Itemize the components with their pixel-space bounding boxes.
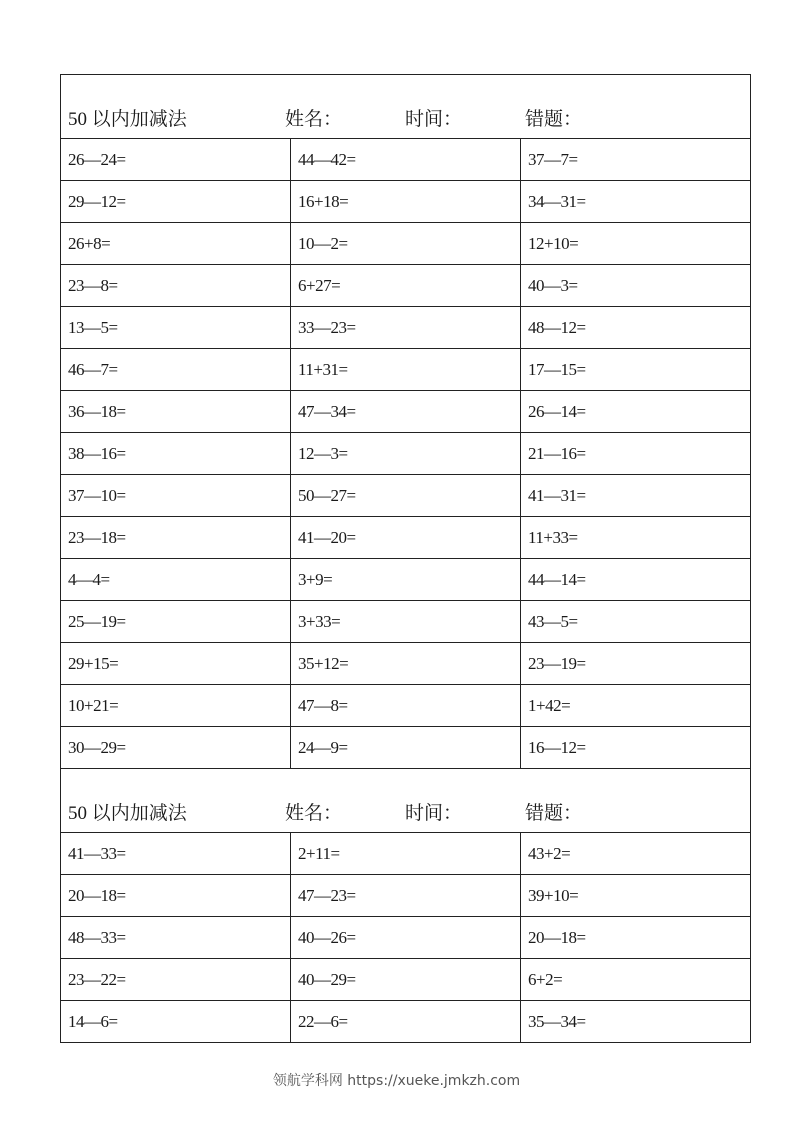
problem-row [61,307,750,349]
section-header [61,75,750,139]
math-problem: 12+10= [528,234,579,253]
problem-row [61,475,750,517]
math-problem: 34—31= [528,192,586,211]
problem-row [61,727,750,769]
math-problem: 46—7= [61,349,291,390]
math-problem: 40—26= [291,917,521,958]
math-problem: 29+15= [61,643,291,684]
math-problem: 33—23= [291,307,521,348]
math-problem: 17—15= [528,360,586,379]
name-label: 姓名： [285,803,343,824]
math-problem: 23—19= [528,654,586,673]
math-problem: 6+2= [528,970,563,989]
math-problem: 44—42= [291,139,521,180]
math-problem: 3+33= [291,601,521,642]
math-problem: 30—29= [61,727,291,768]
problem-row [61,265,750,307]
math-problem: 3+9= [291,559,521,600]
math-problem: 11+33= [528,528,578,547]
math-problem: 26—14= [528,402,586,421]
math-problem: 39+10= [528,886,579,905]
math-problem: 38—16= [61,433,291,474]
footer-watermark: 领航学科网 https://xueke.jmkzh.com [272,1073,521,1089]
math-problem: 43+2= [528,844,571,863]
math-problem: 20—18= [61,875,291,916]
worksheet-table [60,74,751,1043]
problem-row [61,643,750,685]
math-problem: 21—16= [528,444,586,463]
math-problem: 25—19= [61,601,291,642]
problem-row [61,1001,750,1043]
math-problem: 37—7= [528,150,578,169]
math-problem: 12—3= [291,433,521,474]
math-problem: 40—3= [528,276,578,295]
math-problem: 10—2= [291,223,521,264]
problem-row [61,517,750,559]
math-problem: 23—22= [61,959,291,1000]
math-problem: 48—12= [528,318,586,337]
math-problem: 44—14= [528,570,586,589]
math-problem: 43—5= [528,612,578,631]
problem-row [61,223,750,265]
math-problem: 47—8= [291,685,521,726]
math-problem: 35—34= [528,1012,586,1031]
math-problem: 4—4= [61,559,291,600]
math-problem: 14—6= [61,1001,291,1042]
math-problem: 50—27= [291,475,521,516]
math-problem: 41—31= [528,486,586,505]
math-problem: 24—9= [291,727,521,768]
math-problem: 36—18= [61,391,291,432]
worksheet-title: 50 以内加减法 [68,109,187,130]
math-problem: 16+18= [291,181,521,222]
errors-label: 错题： [525,803,583,824]
math-problem: 13—5= [61,307,291,348]
problem-row [61,349,750,391]
math-problem: 40—29= [291,959,521,1000]
math-problem: 1+42= [528,696,571,715]
problem-row [61,433,750,475]
math-problem: 10+21= [61,685,291,726]
problem-row [61,601,750,643]
worksheet-title: 50 以内加减法 [68,803,187,824]
problem-row [61,917,750,959]
math-problem: 41—20= [291,517,521,558]
problem-row [61,139,750,181]
math-problem: 35+12= [291,643,521,684]
math-problem: 2+11= [291,833,521,874]
math-problem: 20—18= [528,928,586,947]
time-label: 时间： [405,109,463,130]
errors-label: 错题： [525,109,583,130]
problem-row [61,181,750,223]
problem-row [61,391,750,433]
math-problem: 11+31= [291,349,521,390]
math-problem: 22—6= [291,1001,521,1042]
math-problem: 16—12= [528,738,586,757]
math-problem: 41—33= [61,833,291,874]
name-label: 姓名： [285,109,343,130]
math-problem: 6+27= [291,265,521,306]
math-problem: 48—33= [61,917,291,958]
problem-row [61,833,750,875]
math-problem: 47—23= [291,875,521,916]
math-problem: 23—8= [61,265,291,306]
section-header [61,769,750,833]
problem-row [61,685,750,727]
math-problem: 26—24= [61,139,291,180]
math-problem: 23—18= [61,517,291,558]
math-problem: 29—12= [61,181,291,222]
problem-row [61,875,750,917]
time-label: 时间： [405,803,463,824]
problem-row [61,959,750,1001]
math-problem: 26+8= [61,223,291,264]
math-problem: 47—34= [291,391,521,432]
math-problem: 37—10= [61,475,291,516]
problem-row [61,559,750,601]
